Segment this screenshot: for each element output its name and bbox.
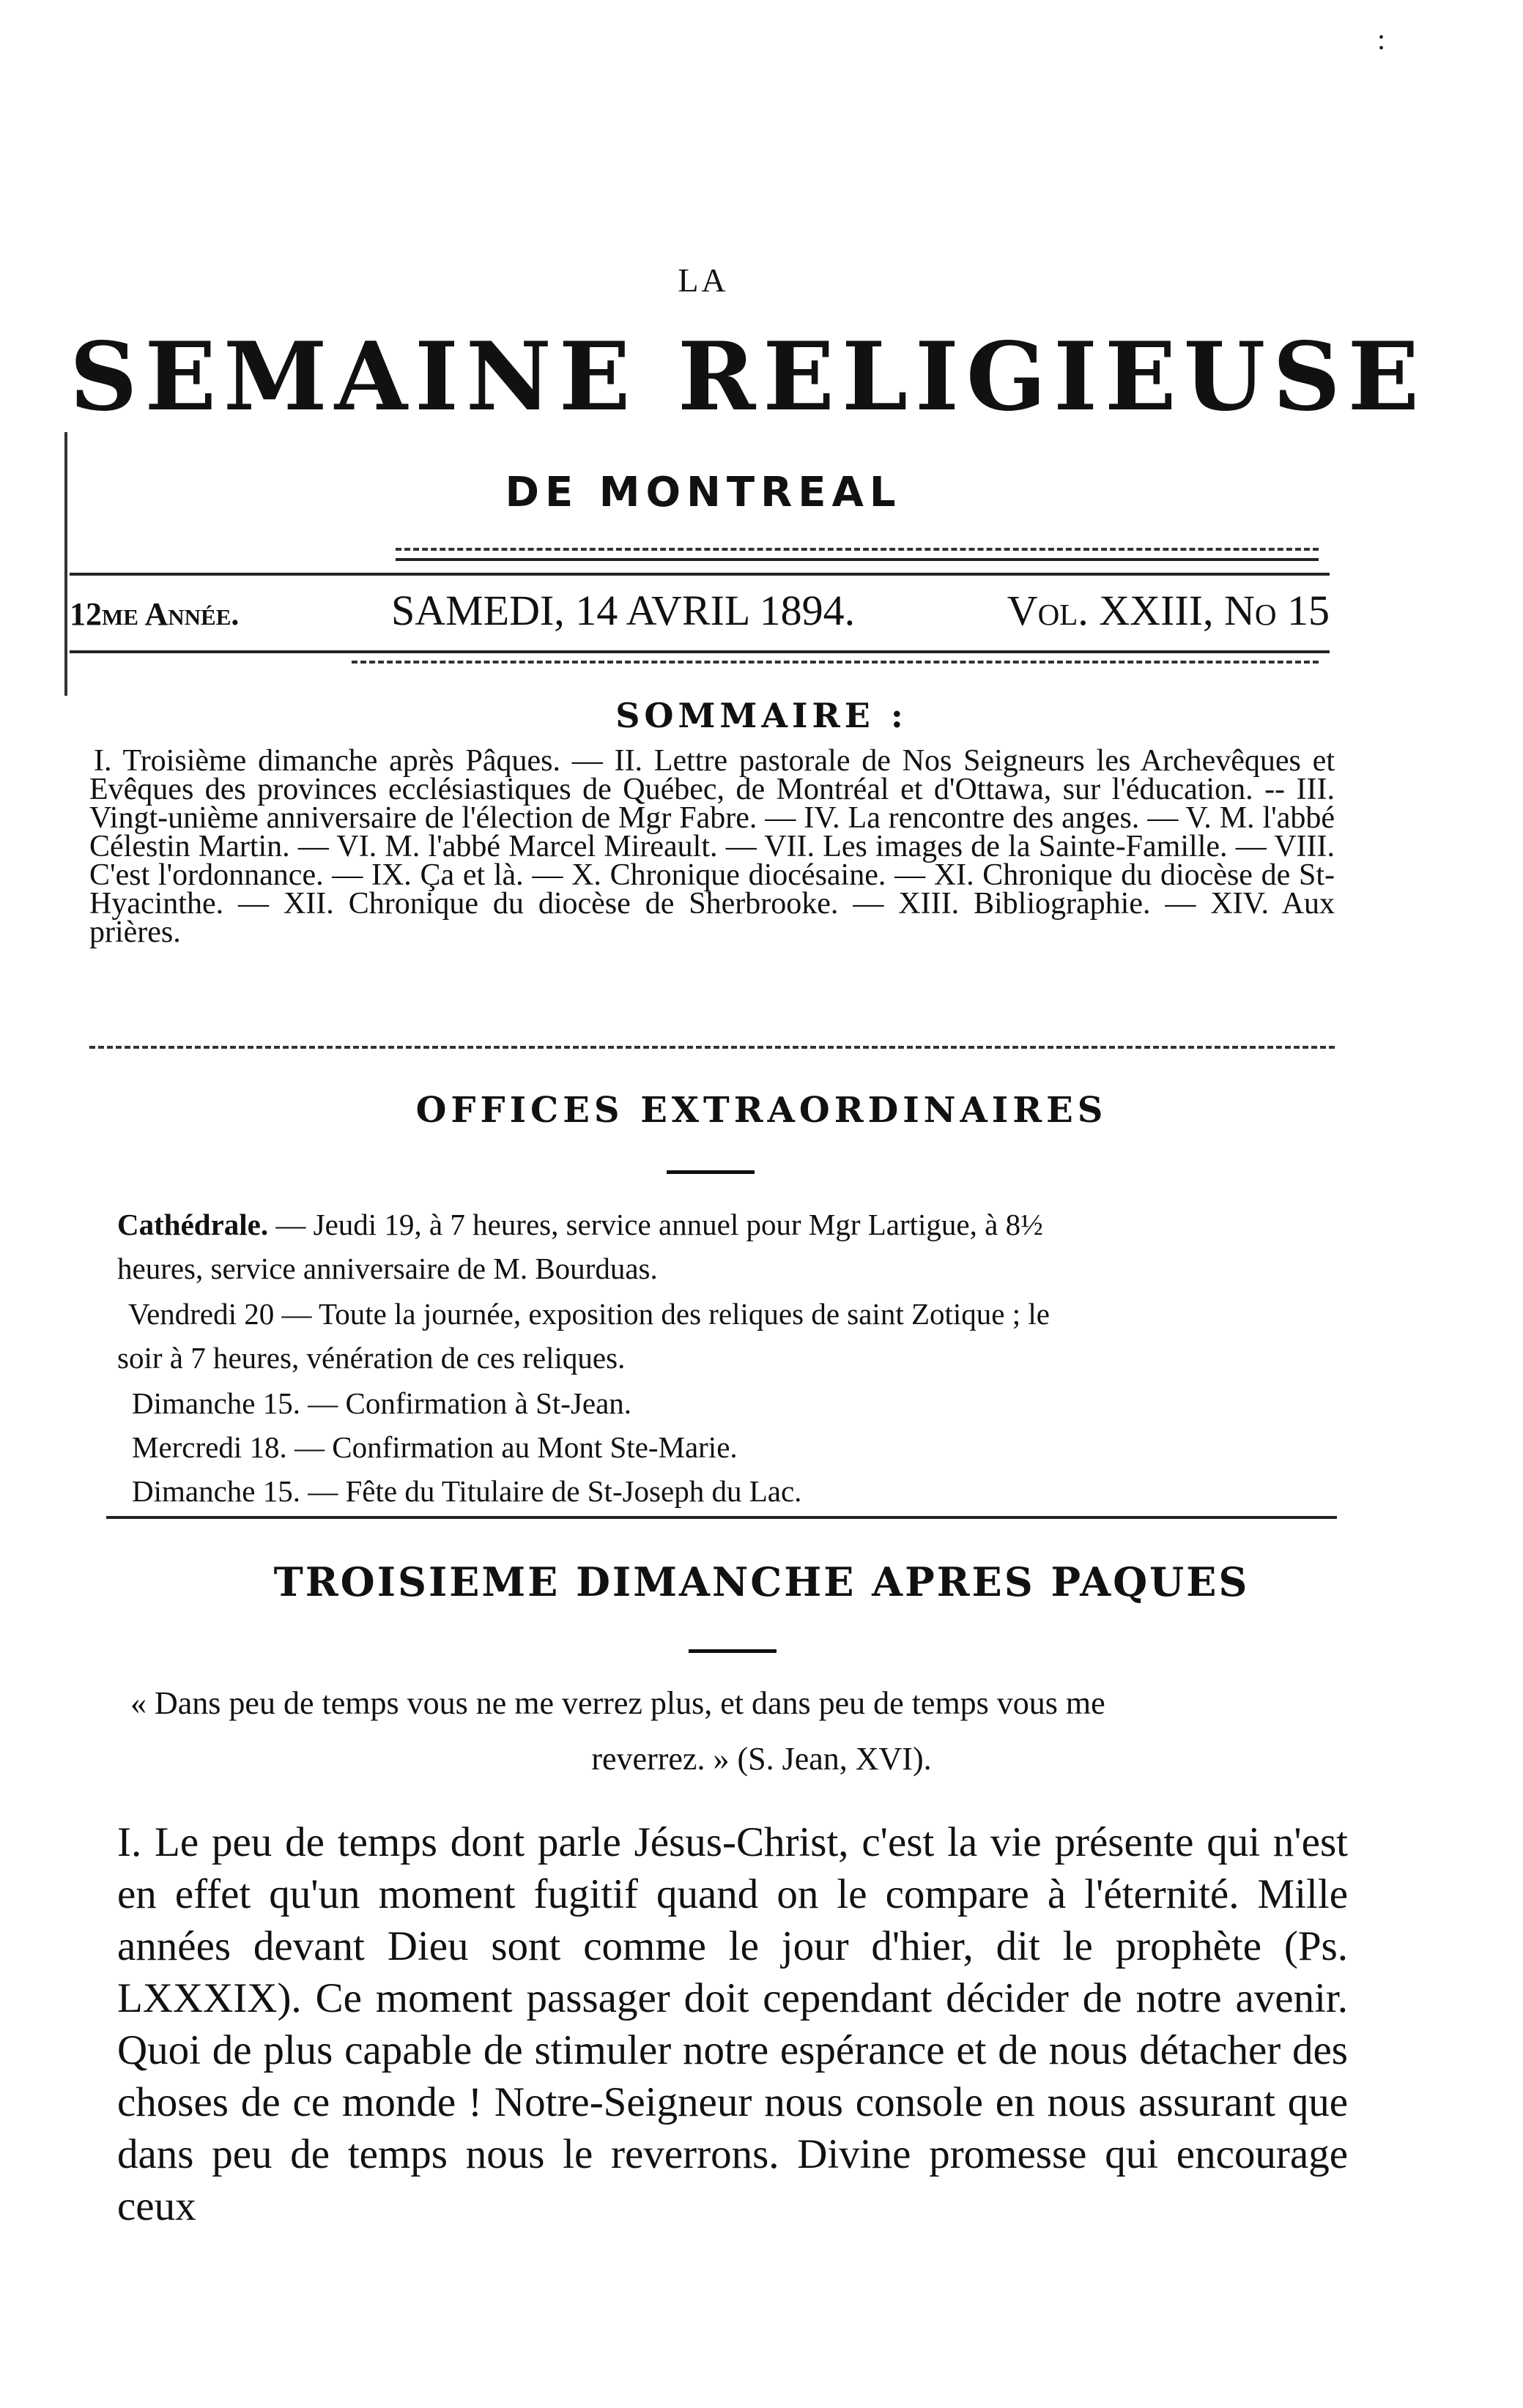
short-rule (667, 1170, 755, 1174)
masthead-title: SEMAINE RELIGIEUSE (70, 322, 1427, 432)
rule-dashed (352, 661, 1319, 664)
office-lead: Cathédrale. (117, 1208, 269, 1241)
office-entry (117, 1207, 1348, 1242)
office-text: Dimanche 15. — Fête du Titulaire de St-Joseph du Lac. (132, 1474, 802, 1508)
office-entry (132, 1474, 1363, 1509)
issue-year: 12me Année. (70, 596, 240, 632)
office-text: Mercredi 18. — Confirmation au Mont Ste-Marie. (132, 1430, 738, 1464)
issue-volume: Vol. XXIII, No 15 (1007, 587, 1330, 634)
office-text: soir à 7 heures, vénération de ces reliques. (117, 1341, 626, 1375)
short-rule (689, 1649, 777, 1653)
rule-solid (106, 1516, 1337, 1519)
epigraph-line-2: reverrez. » (S. Jean, XVI). (591, 1741, 932, 1777)
office-entry (128, 1296, 1359, 1331)
office-text: Vendredi 20 — Toute la journée, exposition des reliques de saint Zotique ; le (128, 1297, 1050, 1331)
office-text: — Jeudi 19, à 7 heures, service annuel pour Mgr Lartigue, à 8½ (268, 1208, 1043, 1241)
office-text: Dimanche 15. — Confirmation à St-Jean. (132, 1386, 632, 1420)
epigraph-line-1: « Dans peu de temps vous ne me verrez plus, et dans peu de temps vous me (130, 1685, 1105, 1721)
masthead-subtitle: DE MONTREAL (505, 469, 902, 516)
sommaire-text: I. Troisième dimanche après Pâques. — II. Lettre pastorale de Nos Seigneurs les Archevêques et Evêques des provinces ecclésiastiques de Québec, de Montréal et d'Ottawa, sur l'éducation. -- III. Vingt-unième anniversaire de l'élection de Mgr Fabre. — IV. La rencontre des anges. — V. M. l'abbé Célestin Martin. — VI. M. l'abbé Marcel Mireault. — VII. Les images de la Sainte-Famille. — VIII. C'est l'ordonnance. — IX. Ça et là. — X. Chronique diocésaine. — XI. Chronique du diocèse de St-Hyacinthe. — XII. Chronique du diocèse de Sherbrooke. — XIII. Bibliographie. — XIV. Aux prières. (89, 744, 1335, 949)
offices-heading: OFFICES EXTRAORDINAIRES (415, 1090, 1108, 1131)
rule-solid (396, 558, 1319, 561)
rule-solid (70, 650, 1330, 653)
masthead-article: LA (678, 261, 729, 299)
office-entry (117, 1251, 1348, 1286)
rule-dashed (396, 548, 1319, 551)
office-entry (132, 1386, 1363, 1421)
rule-solid (70, 573, 1330, 576)
office-text: heures, service anniversaire de M. Bourduas. (117, 1252, 658, 1285)
rule-dashed (89, 1046, 1335, 1049)
sommaire-heading: SOMMAIRE : (615, 696, 908, 735)
office-entry (132, 1430, 1363, 1465)
margin-mark: : (1377, 23, 1386, 56)
issue-line (70, 586, 1330, 637)
issue-date: SAMEDI, 14 AVRIL 1894. (390, 587, 856, 634)
office-entry (117, 1340, 1348, 1375)
article-heading: TROISIEME DIMANCHE APRES PAQUES (273, 1558, 1250, 1605)
article-paragraph: I. Le peu de temps dont parle Jésus-Christ, c'est la vie présente qui n'est en effet qu'un moment fugitif quand on le compare à l'éternité. Mille années devant Dieu sont comme le jour d'hier, dit le prophète (Ps. LXXXIX). Ce moment passager doit cependant décider de notre avenir. Quoi de plus capable de stimuler notre espérance et de nous détacher des choses de ce monde ! Notre-Seigneur nous console en nous assurant que dans peu de temps nous le reverrons. Divine promesse qui encourage ceux (117, 1819, 1348, 2229)
